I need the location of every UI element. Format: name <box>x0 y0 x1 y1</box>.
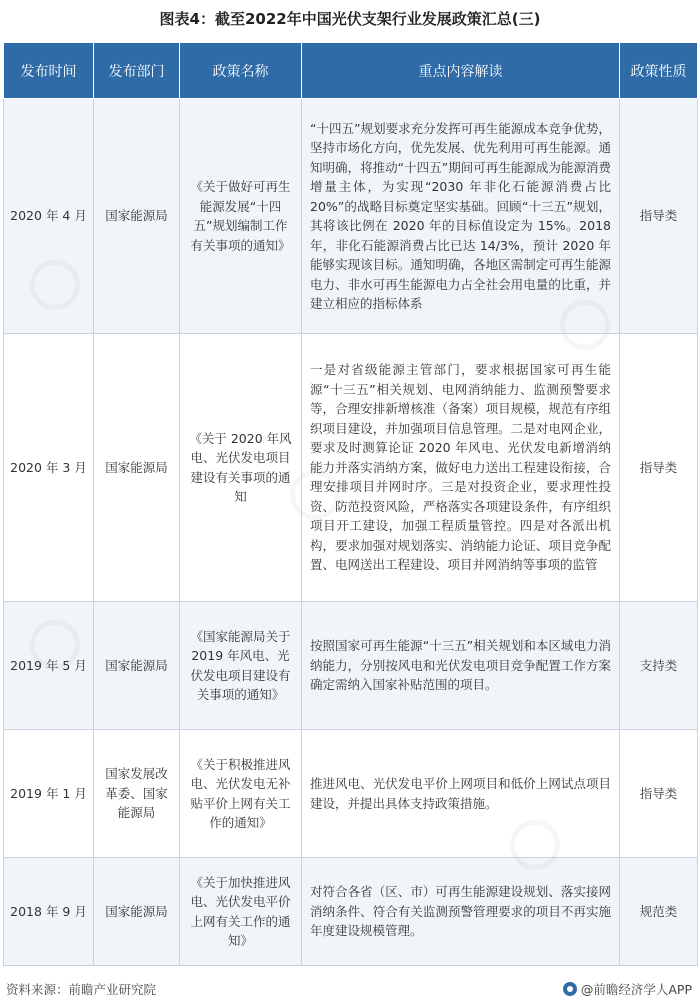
cell-dept: 国家能源局 <box>94 99 180 334</box>
watermark-mark <box>30 620 80 670</box>
header-dept: 发布部门 <box>94 43 180 99</box>
cell-content: 推进风电、光伏发电平价上网项目和低价上网试点项目建设，并提出具体支持政策措施。 <box>302 730 620 858</box>
watermark-mark <box>290 470 340 520</box>
table-row <box>4 730 698 858</box>
cell-content: 一是对省级能源主管部门，要求根据国家可再生能源“十三五”相关规划、电网消纳能力、监测预警要求等，合理安排新增核准（备案）项目规模，规范有序组织项目建设，并加强项目信息管理。二是对电网企业，要求及时测算论证 2020 年风电、光伏发电新增消纳能力并落实消纳方案，做好电力送出工程建设衔接，合理安排项目并网时序。三是对投资企业，要求理性投资、防范投资风险，严格落实各项建设条件，有序组织项目开工建设，加强工程质量管控。四是对各派出机构，要求加强对规划落实、消纳能力论证、项目竞争配置、电网送出工程建设、项目并网消纳等事项的监管 <box>302 334 620 602</box>
cell-nature: 指导类 <box>620 334 698 602</box>
cell-nature: 指导类 <box>620 730 698 858</box>
header-content: 重点内容解读 <box>302 43 620 99</box>
cell-date: 2019 年 1 月 <box>4 730 94 858</box>
qianzhan-logo-icon <box>563 982 577 996</box>
watermark-mark <box>510 820 560 870</box>
cell-policy-name: 《关于 2020 年风电、光伏发电项目建设有关事项的通知 <box>180 334 302 602</box>
cell-content: 按照国家可再生能源“十三五”相关规划和本区域电力消纳能力，分别按风电和光伏发电项目竞争配置工作方案确定需纳入国家补贴范围的项目。 <box>302 602 620 730</box>
header-date: 发布时间 <box>4 43 94 99</box>
page-title: 图表4：截至2022年中国光伏支架行业发展政策汇总(三) <box>159 10 541 28</box>
cell-policy-name: 《关于积极推进风电、光伏发电无补贴平价上网有关工作的通知》 <box>180 730 302 858</box>
cell-date: 2019 年 5 月 <box>4 602 94 730</box>
table-row <box>4 99 698 334</box>
cell-nature: 支持类 <box>620 602 698 730</box>
cell-date: 2018 年 9 月 <box>4 858 94 966</box>
header-name: 政策名称 <box>180 43 302 99</box>
cell-nature: 指导类 <box>620 99 698 334</box>
watermark-mark <box>30 260 80 310</box>
brand-credit <box>563 980 692 998</box>
table-row <box>4 334 698 602</box>
cell-date: 2020 年 4 月 <box>4 99 94 334</box>
cell-dept: 国家能源局 <box>94 602 180 730</box>
table-row <box>4 602 698 730</box>
cell-policy-name: 《国家能源局关于 2019 年风电、光伏发电项目建设有关事项的通知》 <box>180 602 302 730</box>
footer <box>0 972 700 1005</box>
table-row <box>4 858 698 966</box>
source-note: 资料来源：前瞻产业研究院 <box>6 982 157 997</box>
brand-label: @前瞻经济学人APP <box>580 982 692 997</box>
header-nature: 政策性质 <box>620 43 698 99</box>
cell-policy-name: 《关于加快推进风电、光伏发电平价上网有关工作的通知》 <box>180 858 302 966</box>
watermark-mark <box>560 300 610 350</box>
cell-policy-name: 《关于做好可再生能源发展“十四五”规划编制工作有关事项的通知》 <box>180 99 302 334</box>
cell-date: 2020 年 3 月 <box>4 334 94 602</box>
cell-content: “十四五”规划要求充分发挥可再生能源成本竞争优势，坚持市场化方向，优先发展、优先利用可再生能源。通知明确，将推动“十四五”期间可再生能源成为能源消费增量主体，为实现“2030 年非化石能源消费占比 20%”的战略目标奠定坚实基础。回顾“十三五”规划，其将该比例在 2020 年的目标值设定为 15%。2018 年，非化石能源消费占比已达 14/3%，预计 2020 年能够实现该目标。通知明确，各地区需制定可再生能源电力、非水可再生能源电力占全社会用电量的比重，并建立相应的指标体系 <box>302 99 620 334</box>
cell-dept: 国家发展改革委、国家能源局 <box>94 730 180 858</box>
policy-table-container <box>3 42 697 966</box>
table-header-row <box>4 43 698 99</box>
cell-dept: 国家能源局 <box>94 334 180 602</box>
cell-dept: 国家能源局 <box>94 858 180 966</box>
policy-table <box>3 42 698 966</box>
cell-content: 对符合各省（区、市）可再生能源建设规划、落实接网消纳条件、符合有关监测预警管理要求的项目不再实施年度建设规模管理。 <box>302 858 620 966</box>
cell-nature: 规范类 <box>620 858 698 966</box>
